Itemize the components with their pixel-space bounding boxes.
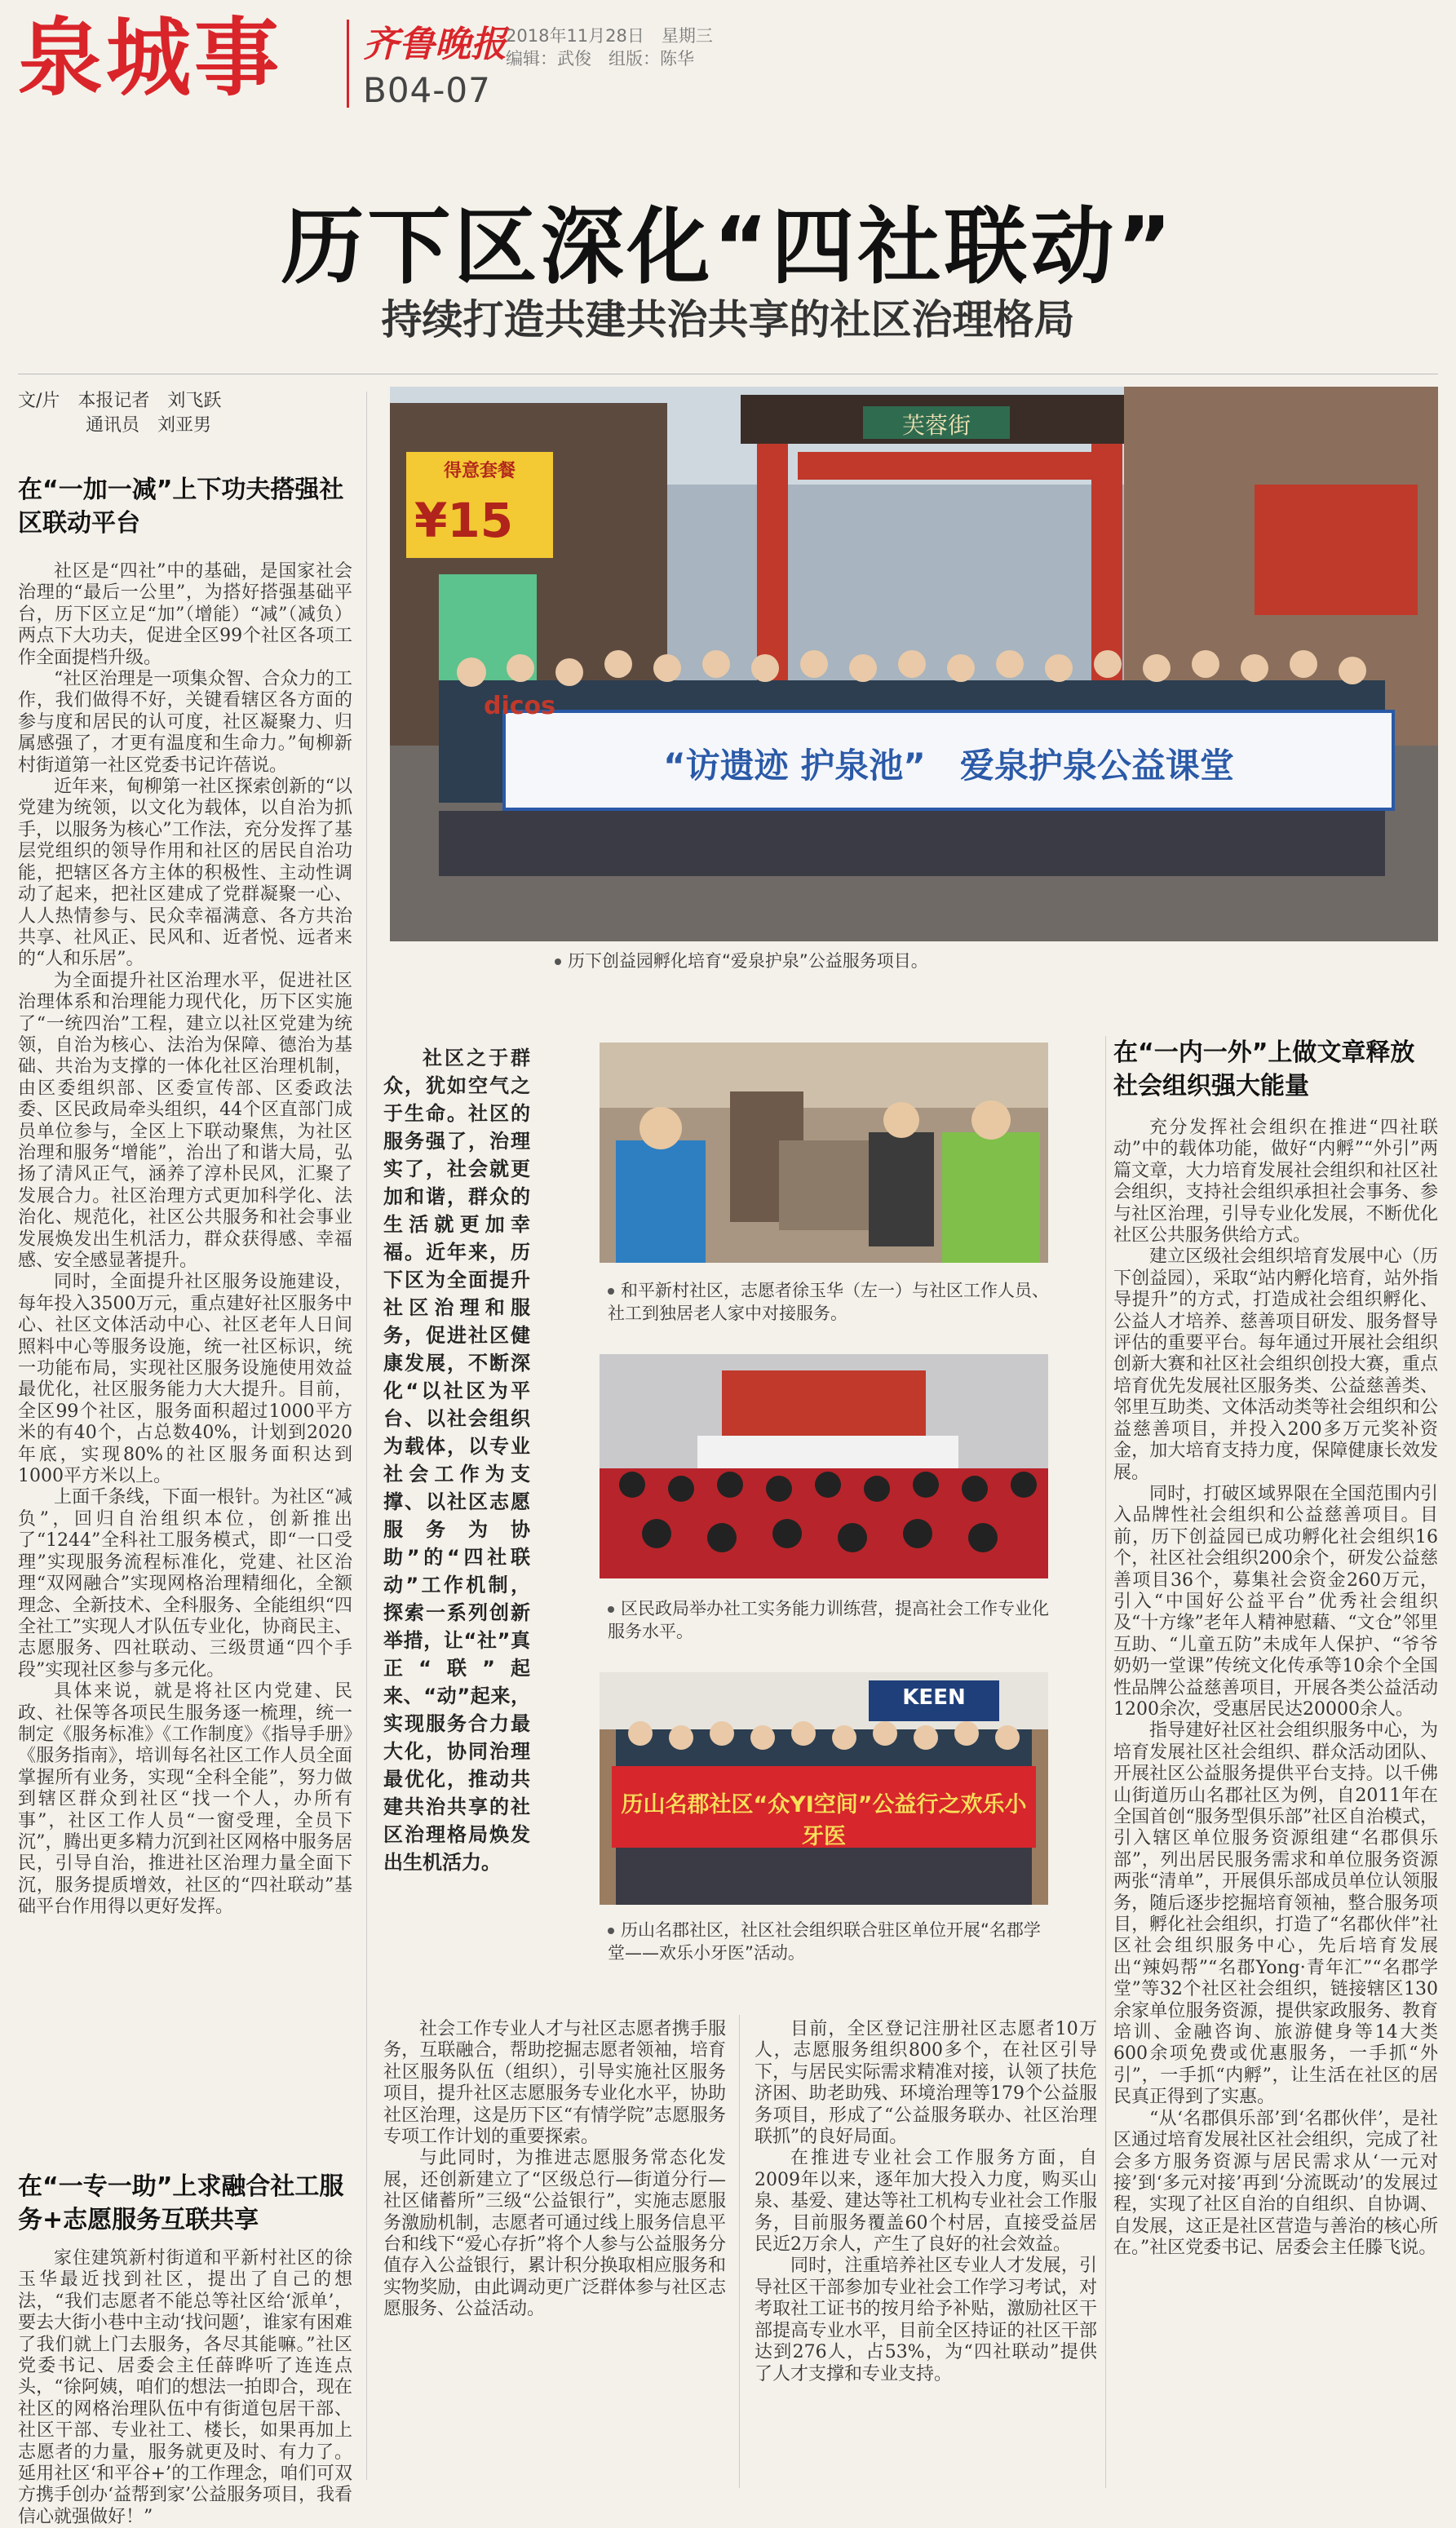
paragraph: 同时，全面提升社区服务设施建设，每年投入3500万元，重点建好社区服务中心、社区文体活动中心、社区老年人日间照料中心等服务设施，统一社区标识，统一功能布局，实现社区服务设施使用效益最优化，社区服务能力大大提升。目前，全区99个社区，服务面积超过1000平方米的有40个，占总数40%，计划到2020年底，实现80%的社区服务面积达到1000平方米以上。 <box>18 1272 352 1487</box>
section-title: 泉城事 <box>18 8 283 108</box>
paragraph: 与此同时，为推进志愿服务常态化发展，还创新建立了“区级总行—街道分行—社区储蓄所”三级“公益银行”，实施志愿服务激励机制，志愿者可通过线上服务信息平台和线下“爱心存折”将个人参与公益服务分值存入公益银行，累计积分换取相应服务和实物奖励，由此调动更广泛群体参与社区志愿服务、公益活动。 <box>383 2148 726 2320</box>
middle-left-column <box>383 2019 726 2488</box>
paragraph: 建立区级社会组织培育发展中心（历下创益园），采取“站内孵化培育，站外指导提升”的方式，打造成社会组织孵化、公益人才培养、慈善项目研发、服务督导评估的重要平台。每年通过开展社会组织创新大赛和社区社会组织创投大赛，重点培育优先发展社区服务类、公益慈善类、邻里互助类、文体活动类等社会组织和公益慈善项目，并投入200多万元奖补资金，加大培育支持力度，保障健康长效发展。 <box>1113 1246 1438 1483</box>
photo-banner: 历山名郡社区“众YI空间”公益行之欢乐小牙医 <box>621 1792 1027 1849</box>
paragraph: “社区治理是一项集众智、合众力的工作，我们做得不好，关键看辖区各方面的参与度和居民的认可度，社区凝聚力、归属感强了，才更有温度和生命力。”甸柳新村街道第一社区党委书记许蓓说。 <box>18 669 352 776</box>
sign-shop: dicos <box>484 692 556 720</box>
paragraph: 近年来，甸柳第一社区探索创新的“以党建为统领，以文化为载体，以自治为抓手，以服务为核心”工作法，充分发挥了基层党组织的领导作用和社区的居民自治功能，把辖区各方主体的积极性、主动性调动了起来，把社区建成了党群凝聚一心、人人热情参与、民众幸福满意、各方共治共享、社风正、民风和、近者悦、远者来的“人和乐居”。 <box>18 777 352 970</box>
column-divider <box>1105 1036 1106 2488</box>
photo-volunteer-group <box>390 387 1438 941</box>
paragraph: 同时，打破区域界限在全国范围内引入品牌性社会组织和公益慈善项目。目前，历下创益园已成功孵化社会组织16个，社区社会组织200余个，研发公益慈善项目36个，募集社会资金260万元，引入“中国好公益平台”优秀社会组织及“十方缘”老年人精神慰藉、“文仓”邻里互助、“儿童五防”未成年人保护、“爷爷奶奶一堂课”传统文化传承等10余个全国性品牌公益慈善项目，开展各类公益活动1200余次，受惠居民达20000余人。 <box>1113 1483 1438 1720</box>
caption-text: 区民政局举办社工实务能力训练营，提高社会工作专业化服务水平。 <box>608 1599 1049 1641</box>
paragraph: 家住建筑新村街道和平新村社区的徐玉华最近找到社区，提出了自己的想法，“我们志愿者不能总等社区给‘派单’，要去大街小巷中主动‘找问题’，谁家有困难了我们就上门去服务，各尽其能嘛。”社区党委书记、居委会主任薛晔听了连连点头，“徐阿姨，咱们的想法一拍即合，现在社区的网格治理队伍中有街道包居干部、社区干部、专业社工、楼长，如果再加上志愿者的力量，服务就更及时、有力了。延用社区‘和平谷+’的工作理念，咱们可双方携手创办‘益帮到家’公益服务项目，我看信心就强做好！” <box>18 2248 352 2527</box>
paragraph: 社会工作专业人才与社区志愿者携手服务，互联融合，帮助挖掘志愿者领袖，培育社区服务队伍（组织），引导实施社区服务项目，提升社区志愿服务专业化水平，协助社区治理，这是历下区“有情学院”志愿服务专项工作计划的重要探索。 <box>383 2019 726 2148</box>
arch-sign: 芙蓉街 <box>901 412 971 439</box>
caption-bullet-icon <box>608 1288 614 1295</box>
paragraph: 具体来说，就是将社区内党建、民政、社保等各项民生服务逐一梳理，统一制定《服务标准》《工作制度》《指导手册》《服务指南》，培训每名社区工作人员全面掌握所有业务，实现“全科全能”，努力做到辖区群众到社区“找一个人，办所有事”，社区工作人员“一窗受理，全员下沉”，腾出更多精力沉到社区网格中服务居民，引导自治，推进社区治理力量全面下沉，服务提质增效，社区的“四社联动”基础平台作用得以更好发挥。 <box>18 1681 352 1918</box>
photo-training-camp <box>600 1354 1048 1578</box>
paragraph: 在推进专业社会工作服务方面，自2009年以来，逐年加大投入力度，购买山泉、基爱、建达等社工机构专业社会工作服务，目前服务覆盖60个村居，直接受益居民近2万余人，产生了良好的社会效益。 <box>755 2148 1097 2256</box>
paragraph: 充分发挥社会组织在推进“四社联动”中的载体功能，做好“内孵”“外引”两篇文章，大力培育发展社会组织和社区社会组织，支持社会组织承担社会事务、参与社区治理，引导专业化发展，不断优化社区公共服务供给方式。 <box>1113 1118 1438 1246</box>
photo-home-visit-illustration <box>600 1043 1048 1263</box>
photo-2-caption <box>608 1279 1052 1325</box>
middle-right-column <box>755 2019 1097 2488</box>
caption-bullet-icon <box>555 959 561 965</box>
photo-3-caption <box>608 1597 1052 1643</box>
subheadline: 持续打造共建共治共享的社区治理格局 <box>381 296 1075 343</box>
page-code: B04-07 <box>363 70 491 110</box>
paragraph: 社区是“四社”中的基础，是国家社会治理的“最后一公里”，为搭好搭强基础平台，历下区立足“加”（增能）“减”（减负）两点下大功夫，促进全区99个社区各项工作全面提档升级。 <box>18 561 352 668</box>
pull-quote-text: 社区之于群众，犹如空气之于生命。社区的服务强了，治理实了，社会就更加和谐，群众的生活就更加幸福。近年来，历下区为全面提升社区治理和服务，促进社区健康发展，不断深化“以社区为平台、以社会组织为载体，以专业社会工作为支撑、以社区志愿服务为协助”的“四社联动”工作机制，探索一系列创新举措，让“社”真正“联”起来、“动”起来，实现服务合力最大化，协同治理最优化，推动共建共治共享的社区治理格局焕发出生机活力。 <box>383 1047 530 1874</box>
caption-text: 和平新村社区，志愿者徐玉华（左一）与社区工作人员、社工到独居老人家中对接服务。 <box>608 1281 1049 1323</box>
photo-4-caption <box>608 1919 1052 1964</box>
paragraph: 同时，注重培养社区专业人才发展，引导社区干部参加专业社会工作学习考试，对考取社工证书的按月给予补贴，激励社区干部提高专业水平，目前全区持证的社区干部达到276人，占53%，为“四社联动”提供了人才支撑和专业支持。 <box>755 2256 1097 2384</box>
photo-little-dentist <box>600 1672 1048 1905</box>
sign-price: ¥15 <box>414 493 514 548</box>
caption-bullet-icon <box>608 1606 614 1613</box>
paragraph: 目前，全区登记注册社区志愿者10万人，志愿服务组织800多个，在社区引导下，与居民实际需求精准对接，认领了扶危济困、助老助残、环境治理等179个公益服务项目，形成了“公益服务联办、社区治理联抓”的良好局面。 <box>755 2019 1097 2148</box>
headline: 历下区深化“四社联动” <box>281 199 1175 296</box>
sign-set-meal: 得意套餐 <box>443 461 516 481</box>
paragraph: 为全面提升社区治理水平，促进社区治理体系和治理能力现代化，历下区实施了“一统四治”工程，建立以社区党建为统领，自治为核心、法治为保障、德治为基础、共治为支撑的一体化社区治理机制，由区委组织部、区委宣传部、区委政法委、区民政局牵头组织，44个区直部门成员单位参与，全区上下联动聚焦，为社区治理和服务“增能”，治出了和谐大局，弘扬了清风正气，涵养了淳朴民风，汇聚了发展合力。社区治理方式更加科学化、法治化、规范化，社区公共服务和社会事业发展焕发出生机活力，群众获得感、幸福感、安全感显著提升。 <box>18 970 352 1271</box>
caption-text: 历山名郡社区，社区社会组织联合驻区单位开展“名郡学堂——欢乐小牙医”活动。 <box>608 1920 1041 1963</box>
byline-reporter: 文/片 本报记者 刘飞跃 <box>18 391 222 411</box>
photo-training-camp-illustration <box>600 1354 1048 1578</box>
pull-quote <box>383 1044 530 1874</box>
caption-bullet-icon <box>608 1928 614 1934</box>
paragraph: “从‘名郡俱乐部’到‘名郡伙伴’，是社区通过培育发展社区社会组织，完成了社会多方服务资源与居民需求从‘一元对接’到‘多元对接’再到‘分流既动’的发展过程，实现了社区自治的自组织、自协调、自发展，这正是社区营造与善治的核心所在。”社区党委书记、居委会主任滕飞说。 <box>1113 2108 1438 2259</box>
byline-correspondent: 通讯员 刘亚男 <box>86 415 212 436</box>
editor-credits: 编辑：武俊 组版：陈华 <box>506 49 694 69</box>
photo-home-visit <box>600 1043 1048 1263</box>
caption-text: 历下创益园孵化培育“爱泉护泉”公益服务项目。 <box>568 951 928 971</box>
masthead-divider <box>347 20 349 108</box>
paragraph: 上面千条线，下面一根针。为社区“减负”，回归自治组织本位，创新推出了“1244”全科社工服务模式，即“一口受理”实现服务流程标准化，党建、社区治理“双网融合”实现网格治理精细化，全额理念、全新技术、全科服务、全能组织“四全社工”实现人才队伍专业化，协商民主、志愿服务、四社联动、三级贯通“四个手段”实现社区参与多元化。 <box>18 1487 352 1680</box>
photo-1-caption <box>555 950 1370 972</box>
paragraph: 指导建好社区社会组织服务中心，为培育发展社区社会组织、群众活动团队、开展社区公益服务提供平台支持。以千佛山街道历山名郡社区为例，自2011年在全国首创“服务型俱乐部”社区自治模式，引入辖区单位服务资源组建“名郡俱乐部”，列出居民服务需求和单位服务资源两张“清单”，开展俱乐部成员单位认领服务，随后逐步挖掘培育领袖，整合服务项目，孵化社会组织，打造了“名郡伙伴”社区社会组织服务中心，先后培育发展出“辣妈帮”“名郡Yong·青年汇”“名郡学堂”等32个社区社会组织，链接辖区130余家单位服务资源，提供家政服务、教育培训、金融咨询、旅游健身等14大类600余项免费或优惠服务，一手抓“外引”，一手抓“内孵”，让生活在社区的居民真正得到了实惠。 <box>1113 1720 1438 2108</box>
column-divider <box>366 392 367 2480</box>
section-heading-2: 在“一专一助”上求融合社工服务+志愿服务互联共享 <box>18 2172 344 2234</box>
left-column-bottom <box>18 2170 352 2527</box>
photo-banner: “访遗迹 护泉池” 爱泉护泉公益课堂 <box>663 746 1234 786</box>
sign-keen: KEEN <box>902 1685 966 1710</box>
section-heading-1: 在“一加一减”上下功夫搭强社区联动平台 <box>18 476 344 538</box>
right-column <box>1113 1036 1438 2488</box>
issue-date: 2018年11月28日 星期三 <box>506 26 713 46</box>
paper-name: 齐鲁晚报 <box>363 24 507 65</box>
left-column <box>18 473 352 2174</box>
section-heading-3: 在“一内一外”上做文章释放社会组织强大能量 <box>1113 1038 1415 1100</box>
column-divider <box>739 2015 740 2488</box>
